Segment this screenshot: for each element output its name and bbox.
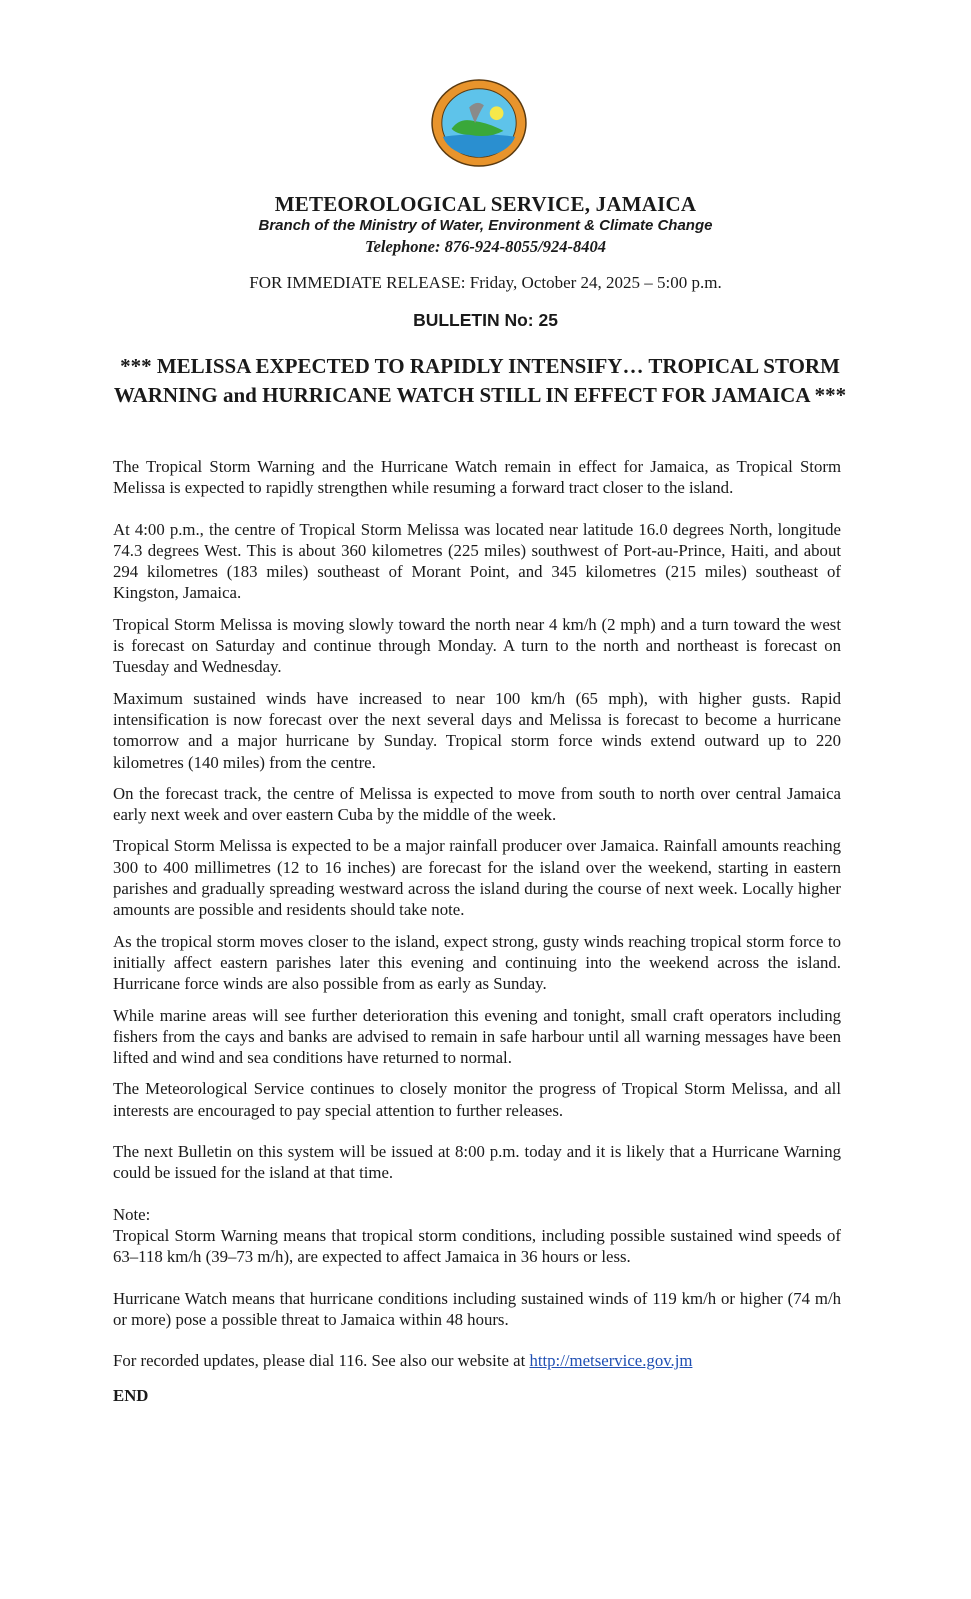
- telephone: Telephone: 876-924-8055/924-8404: [365, 237, 606, 256]
- note-label: Note:: [113, 1204, 151, 1224]
- updates-text: For recorded updates, please dial 116. See also our website at: [113, 1351, 530, 1371]
- website-link[interactable]: http://metservice.gov.jm: [529, 1351, 693, 1371]
- updates-line: [113, 1350, 841, 1371]
- note-hurricane-watch: Hurricane Watch means that hurricane conditions including sustained winds of 119 km/h or higher (74 m/h or more) pose a possible threat to Jamaica within 48 hours.: [113, 1288, 841, 1329]
- paragraph: As the tropical storm moves closer to the island, expect strong, gusty winds reaching tropical storm force to initially affect eastern parishes later this evening and continuing into the weekend across the island. Hurricane force winds are also possible from as early as Sunday.: [113, 931, 841, 994]
- paragraph: While marine areas will see further deterioration this evening and tonight, small craft operators including fishers from the cays and banks are advised to remain in safe harbour until all warning messages have been lifted and wind and sea conditions have returned to normal.: [113, 1005, 841, 1068]
- bulletin-number: BULLETIN No: 25: [413, 310, 558, 330]
- paragraph: At 4:00 p.m., the centre of Tropical Storm Melissa was located near latitude 16.0 degrees North, longitude 74.3 degrees West. This is about 360 kilometres (225 miles) southwest of Port-au-Prince, Haiti, and about 294 kilometres (183 miles) southeast of Morant Point, and 345 kilometres (215 miles) southeast of Kingston, Jamaica.: [113, 519, 841, 603]
- note-ts-warning: Tropical Storm Warning means that tropical storm conditions, including possible sustained wind speeds of 63–118 km/h (39–73 m/h), are expected to affect Jamaica in 36 hours or less.: [113, 1225, 841, 1267]
- paragraph: On the forecast track, the centre of Melissa is expected to move from south to north over central Jamaica early next week and over eastern Cuba by the middle of the week.: [113, 783, 841, 825]
- met-service-logo: [430, 78, 528, 168]
- bulletin-body: [113, 456, 841, 1417]
- paragraph: The Meteorological Service continues to closely monitor the progress of Tropical Storm Melissa, and all interests are encouraged to pay special attention to further releases.: [113, 1079, 841, 1120]
- paragraph: The Tropical Storm Warning and the Hurricane Watch remain in effect for Jamaica, as Tropical Storm Melissa is expected to rapidly strengthen while resuming a forward tract closer to the island.: [113, 457, 841, 498]
- paragraph: The next Bulletin on this system will be issued at 8:00 p.m. today and it is likely that a Hurricane Warning could be issued for the island at that time.: [113, 1142, 841, 1183]
- note-section: [113, 1204, 841, 1268]
- organization-name: METEOROLOGICAL SERVICE, JAMAICA: [274, 192, 697, 216]
- headline: *** MELISSA EXPECTED TO RAPIDLY INTENSIFY… TROPICAL STORM WARNING and HURRICANE WATCH STILL IN EFFECT FOR JAMAICA ***: [113, 354, 847, 407]
- end-marker: END: [113, 1386, 149, 1406]
- branch-line: Branch of the Ministry of Water, Environment & Climate Change: [258, 217, 713, 234]
- paragraph: Tropical Storm Melissa is expected to be a major rainfall producer over Jamaica. Rainfall amounts reaching 300 to 400 millimetres (12 to 16 inches) are forecast for the island over the weekend, starting in eastern parishes and gradually spreading westward across the island during the course of next week. Locally higher amounts are possible and residents should take note.: [113, 836, 841, 920]
- paragraph: Maximum sustained winds have increased to near 100 km/h (65 mph), with higher gusts. Rapid intensification is now forecast over the next several days and Melissa is forecast to become a hurricane tomorrow and a major hurricane by Sunday. Tropical storm force winds extend outward up to 220 kilometres (140 miles) from the centre.: [113, 688, 841, 772]
- release-date: FOR IMMEDIATE RELEASE: Friday, October 24, 2025 – 5:00 p.m.: [249, 273, 722, 292]
- paragraph: Tropical Storm Melissa is moving slowly toward the north near 4 km/h (2 mph) and a turn toward the west is forecast on Saturday and continue through Monday. A turn to the north and northeast is forecast on Tuesday and Wednesday.: [113, 614, 841, 677]
